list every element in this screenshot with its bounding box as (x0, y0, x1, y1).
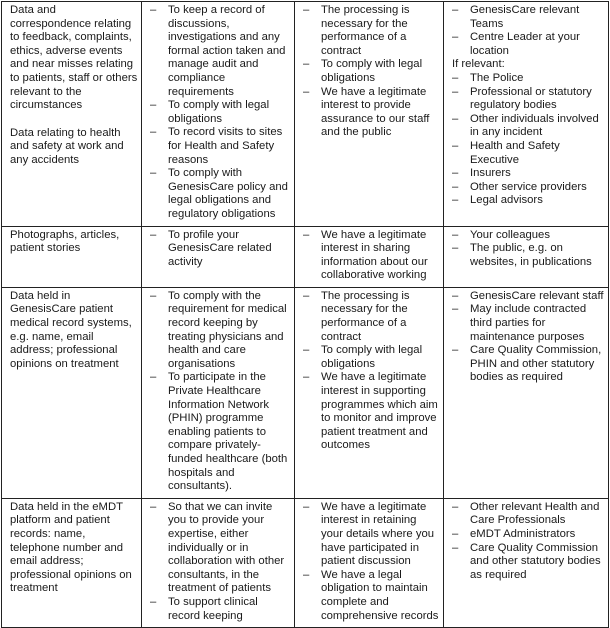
if-relevant-label: If relevant: (452, 58, 505, 71)
lawful-basis-item: – The processing is necessary for the performance of a contract (303, 4, 440, 58)
shared-with-item: – May include contracted third parties for maintenance purposes (452, 303, 605, 344)
shared-with-cell (444, 226, 609, 287)
data-category-cell (2, 2, 142, 227)
lawful-basis-item: – We have a legitimate interest in supporting programmes which aim to monitor and improve patient treatment and outcomes (303, 371, 440, 453)
purposes-cell (142, 498, 295, 627)
purpose-item: – To support clinical record keeping (150, 596, 291, 623)
purpose-item: – To profile your GenesisCare related activity (150, 229, 291, 270)
shared-with-item: – GenesisCare relevant staff (452, 290, 605, 304)
shared-with-item: – Care Quality Commission, PHIN and other statutory bodies as required (452, 344, 605, 385)
table-row (2, 498, 609, 627)
shared-with-item: – Professional or statutory regulatory bodies (452, 86, 605, 113)
shared-with-item: – Care Quality Commission and other statutory bodies as required (452, 542, 605, 583)
lawful-basis-cell (295, 226, 444, 287)
data-category-cell (2, 287, 142, 498)
data-category-cell (2, 226, 142, 287)
purpose-item: – To keep a record of discussions, investigations and any formal action taken and manage audit and compliance requirements (150, 4, 291, 99)
data-category-text: Data relating to health and safety at work and any accidents (10, 126, 124, 166)
lawful-basis-item: – We have a legitimate interest in retaining your details where you have participated in patient discussion (303, 501, 440, 569)
data-processing-table (1, 1, 609, 628)
lawful-basis-item: – To comply with legal obligations (303, 344, 440, 371)
purpose-item: – To record visits to sites for Health and Safety reasons (150, 126, 291, 167)
lawful-basis-item: – The processing is necessary for the performance of a contract (303, 290, 440, 344)
purposes-cell (142, 226, 295, 287)
table-row (2, 226, 609, 287)
shared-with-cell (444, 2, 609, 227)
lawful-basis-cell (295, 498, 444, 627)
data-category-cell (2, 498, 142, 627)
shared-with-item: – The public, e.g. on websites, in publications (452, 242, 605, 269)
shared-with-item: – Legal advisors (452, 194, 605, 208)
shared-with-item: – Your colleagues (452, 229, 605, 243)
lawful-basis-item: – We have a legitimate interest in sharing information about our collaborative working (303, 229, 440, 283)
shared-with-item: – Other individuals involved in any incident (452, 113, 605, 140)
lawful-basis-item: – We have a legitimate interest to provide assurance to our staff and the public (303, 86, 440, 140)
lawful-basis-item: – We have a legal obligation to maintain complete and comprehensive records (303, 569, 440, 623)
shared-with-item: – Insurers (452, 167, 605, 181)
purpose-item: – To comply with GenesisCare policy and legal obligations and regulatory obligations (150, 167, 291, 221)
lawful-basis-cell (295, 2, 444, 227)
shared-with-item: – eMDT Administrators (452, 528, 605, 542)
purpose-item: – To comply with the requirement for medical record keeping by treating physicians and health and care organisations (150, 290, 291, 372)
data-category-text: Data and correspondence relating to feedback, complaints, ethics, adverse events and near misses relating to patients, staff or others relevant to the circumstances (10, 4, 138, 112)
shared-with-cell (444, 287, 609, 498)
purposes-cell (142, 287, 295, 498)
shared-with-item: – Health and Safety Executive (452, 140, 605, 167)
data-category-text: Data held in the eMDT platform and patient records: name, telephone number and email address; professional opinions on treatment (10, 500, 132, 595)
purpose-item: – To participate in the Private Healthcare Information Network (PHIN) programme enabling patients to compare privately-funded healthcare (both hospitals and consultants). (150, 371, 291, 493)
data-category-text: Photographs, articles, patient stories (10, 228, 120, 255)
lawful-basis-item: – To comply with legal obligations (303, 58, 440, 85)
shared-with-item: – Other relevant Health and Care Professionals (452, 501, 605, 528)
purpose-item: – To comply with legal obligations (150, 99, 291, 126)
purpose-item: – So that we can invite you to provide your expertise, either individually or in collaboration with other consultants, in the treatment of patients (150, 501, 291, 596)
table-row (2, 2, 609, 227)
shared-with-item: – GenesisCare relevant Teams (452, 4, 605, 31)
shared-with-item: – Other service providers (452, 181, 605, 195)
data-category-text: Data held in GenesisCare patient medical record systems, e.g. name, email address; professional opinions on treatment (10, 289, 132, 370)
purposes-cell (142, 2, 295, 227)
lawful-basis-cell (295, 287, 444, 498)
shared-with-item: – The Police (452, 72, 605, 86)
table-row (2, 287, 609, 498)
shared-with-cell (444, 498, 609, 627)
shared-with-item: – Centre Leader at your location (452, 31, 605, 58)
